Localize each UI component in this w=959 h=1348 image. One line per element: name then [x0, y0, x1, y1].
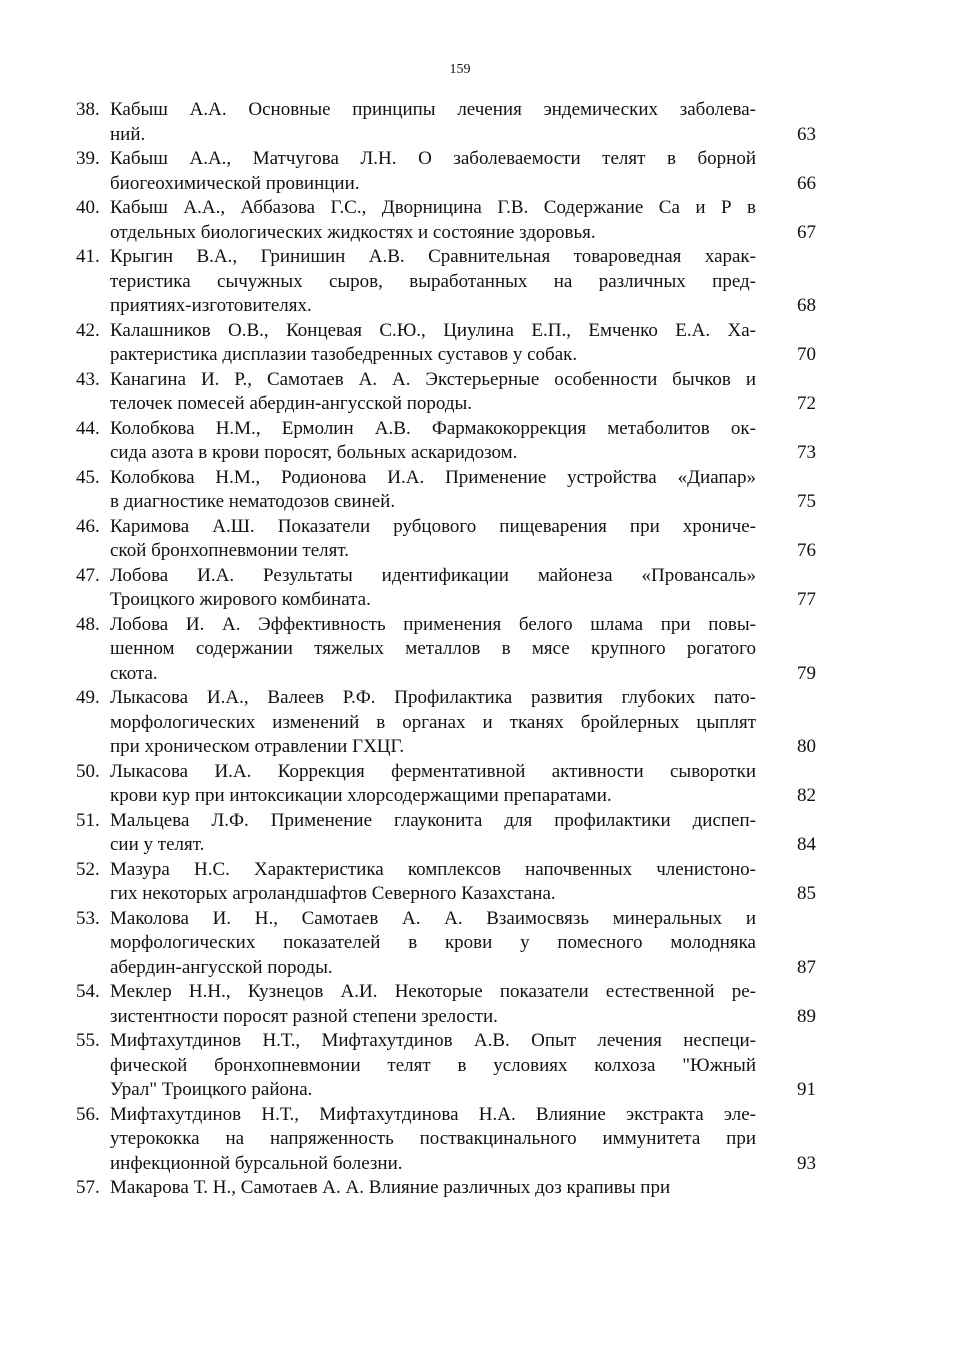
toc-entry — [76, 147, 816, 196]
entry-indent — [76, 711, 110, 736]
toc-entry-line — [76, 392, 816, 417]
entry-indent — [76, 490, 110, 515]
entry-text: Кабыш А.А., Аббазова Г.С., Дворницина Г.В. Содержание Са и Р в — [110, 197, 756, 218]
toc-entry — [76, 907, 816, 981]
entry-text: в диагностике нематодозов свиней. — [110, 491, 396, 512]
table-of-contents — [76, 98, 816, 1201]
entry-text: инфекционной бурсальной болезни. — [110, 1152, 403, 1174]
toc-entry-line — [76, 760, 816, 785]
toc-entry-line — [76, 539, 816, 564]
toc-entry-line — [76, 1176, 816, 1201]
entry-indent — [76, 539, 110, 564]
toc-entry-line — [76, 319, 816, 344]
entry-indent — [76, 1054, 110, 1079]
entry-number: 50. — [76, 760, 100, 782]
entry-number: 43. — [76, 368, 100, 390]
toc-entry-line — [76, 858, 816, 883]
entry-text: Мифтахутдинов Н.Т., Мифтахутдинова Н.А. Влияние экстракта элe- — [110, 1103, 756, 1125]
toc-entry — [76, 1103, 816, 1177]
entry-number: 39. — [76, 148, 100, 169]
entry-text: теристика сычужных сыров, выработанных на различных пред- — [110, 270, 756, 292]
toc-entry-line — [76, 515, 816, 540]
entry-indent — [76, 956, 110, 981]
toc-entry-line — [76, 882, 816, 907]
entry-page-number: 70 — [797, 344, 816, 365]
entry-indent — [76, 833, 110, 858]
entry-indent — [76, 588, 110, 613]
toc-entry-line — [76, 245, 816, 270]
entry-text: рактеристика дисплазии тазобедренных суставов у собак. — [110, 344, 578, 365]
toc-entry-line — [76, 907, 816, 932]
toc-entry-line — [76, 147, 816, 172]
entry-text: утерококка на напряженность поствакцинального иммунитета при — [110, 1128, 756, 1149]
toc-entry-line — [76, 441, 816, 466]
toc-entry — [76, 686, 816, 760]
entry-page-number: 72 — [797, 393, 816, 414]
toc-entry-line — [76, 368, 816, 393]
entry-number: 54. — [76, 981, 100, 1002]
entry-indent — [76, 172, 110, 197]
entry-number: 53. — [76, 907, 100, 929]
entry-indent — [76, 392, 110, 417]
entry-page-number: 91 — [797, 1079, 816, 1100]
entry-text: Канагина И. Р., Самотаев А. А. Экстерьерные особенности бычков и — [110, 368, 756, 390]
toc-entry-line — [76, 1152, 816, 1177]
entry-text: Лобова И. А. Эффективность применения белого шлама при повы- — [110, 613, 756, 635]
toc-entry-line — [76, 662, 816, 687]
entry-page-number: 80 — [797, 736, 816, 757]
toc-entry — [76, 466, 816, 515]
entry-text: отдельных биологических жидкостях и состояние здоровья. — [110, 221, 596, 243]
toc-entry — [76, 613, 816, 687]
entry-text: сии у телят. — [110, 834, 205, 855]
entry-text: биогеохимической провинции. — [110, 172, 360, 194]
toc-entry-line — [76, 1005, 816, 1030]
entry-text: телочек помесей абердин-ангусской породы. — [110, 393, 473, 414]
toc-entry-line — [76, 1029, 816, 1054]
entry-text: ской бронхопневмонии телят. — [110, 540, 350, 561]
entry-text: Лыкасова И.А. Коррекция ферментативной активности сыворотки — [110, 760, 756, 782]
entry-text: ний. — [110, 123, 146, 145]
toc-entry — [76, 858, 816, 907]
toc-entry — [76, 245, 816, 319]
entry-indent — [76, 662, 110, 687]
toc-entry — [76, 809, 816, 858]
toc-entry-line — [76, 613, 816, 638]
entry-text: скота. — [110, 662, 158, 684]
toc-entry — [76, 1029, 816, 1103]
entry-text: Маколова И. Н., Самотаев А. А. Взаимосвязь минеральных и — [110, 907, 756, 929]
entry-text: абердин-ангусской породы. — [110, 956, 333, 978]
entry-text: крови кур при интоксикации хлорсодержащими препаратами. — [110, 785, 612, 806]
entry-text: Лобова И.А. Результаты идентификации майонеза «Провансаль» — [110, 564, 756, 586]
entry-page-number: 73 — [797, 442, 816, 463]
entry-indent — [76, 1127, 110, 1152]
entry-text: Мифтахутдинов Н.Т., Мифтахутдинов А.В. Опыт лечения неспеци- — [110, 1030, 756, 1051]
entry-indent — [76, 270, 110, 295]
entry-text: гих некоторых агроландшафтов Северного Казахстана. — [110, 883, 556, 904]
entry-text: Мазура Н.С. Характеристика комплексов напочвенных членистоно- — [110, 858, 756, 880]
entry-number: 57. — [76, 1177, 100, 1198]
toc-entry — [76, 564, 816, 613]
toc-entry-line — [76, 956, 816, 981]
entry-indent — [76, 784, 110, 809]
toc-entry-line — [76, 172, 816, 197]
entry-text: зистентности поросят разной степени зрелости. — [110, 1005, 498, 1027]
entry-indent — [76, 294, 110, 319]
toc-entry — [76, 417, 816, 466]
entry-number: 51. — [76, 809, 100, 831]
toc-entry-line — [76, 1127, 816, 1152]
entry-indent — [76, 1078, 110, 1103]
entry-page-number: 84 — [797, 834, 816, 855]
entry-page-number: 85 — [797, 883, 816, 904]
entry-indent — [76, 1005, 110, 1030]
toc-entry — [76, 319, 816, 368]
entry-page-number: 87 — [797, 956, 816, 978]
entry-page-number: 93 — [797, 1152, 816, 1174]
entry-text: шенном содержании тяжелых металлов в мясе крупного рогатого — [110, 638, 756, 659]
entry-indent — [76, 637, 110, 662]
toc-entry-line — [76, 490, 816, 515]
entry-page-number: 76 — [797, 540, 816, 561]
toc-entry-line — [76, 123, 816, 148]
toc-entry-line — [76, 294, 816, 319]
entry-text: морфологических показателей в крови у помесного молодняка — [110, 932, 756, 953]
toc-entry — [76, 368, 816, 417]
entry-text: Кабыш А.А., Матчугова Л.Н. О заболеваемости телят в борной — [110, 148, 756, 169]
entry-page-number: 89 — [797, 1005, 816, 1027]
toc-entry-line — [76, 98, 816, 123]
entry-page-number: 75 — [797, 491, 816, 512]
entry-indent — [76, 882, 110, 907]
entry-page-number: 66 — [797, 172, 816, 194]
entry-indent — [76, 1152, 110, 1177]
entry-number: 56. — [76, 1103, 100, 1125]
entry-text: Колобкова Н.М., Родионова И.А. Применение устройства «Диапар» — [110, 466, 756, 488]
entry-page-number: 63 — [797, 123, 816, 145]
entry-number: 41. — [76, 246, 100, 267]
toc-entry-line — [76, 637, 816, 662]
entry-text: Меклер Н.Н., Кузнецов А.И. Некоторые показатели естественной ре- — [110, 981, 756, 1002]
toc-entry-line — [76, 588, 816, 613]
toc-entry-line — [76, 784, 816, 809]
entry-indent — [76, 735, 110, 760]
entry-text: Троицкого жирового комбината. — [110, 589, 371, 610]
toc-entry-line — [76, 931, 816, 956]
entry-page-number: 68 — [797, 295, 816, 316]
entry-number: 49. — [76, 687, 100, 708]
toc-entry-line — [76, 980, 816, 1005]
entry-page-number: 82 — [797, 785, 816, 806]
toc-entry-line — [76, 735, 816, 760]
entry-text: Колобкова Н.М., Ермолин А.В. Фармакокоррекция метаболитов ок- — [110, 417, 756, 439]
entry-number: 52. — [76, 858, 100, 880]
entry-number: 38. — [76, 99, 100, 120]
toc-entry-line — [76, 417, 816, 442]
entry-page-number: 79 — [797, 662, 816, 684]
entry-number: 48. — [76, 613, 100, 635]
toc-entry-line — [76, 711, 816, 736]
entry-page-number: 77 — [797, 589, 816, 610]
entry-number: 45. — [76, 466, 100, 488]
entry-text: Урал" Троицкого района. — [110, 1079, 313, 1100]
toc-entry — [76, 1176, 816, 1201]
toc-entry-line — [76, 686, 816, 711]
entry-text: Кабыш А.А. Основные принципы лечения эндемических заболева- — [110, 99, 756, 120]
toc-entry-line — [76, 343, 816, 368]
entry-number: 42. — [76, 319, 100, 341]
entry-text: сида азота в крови поросят, больных аскаридозом. — [110, 442, 518, 463]
entry-page-number: 67 — [797, 221, 816, 243]
entry-number: 47. — [76, 564, 100, 586]
toc-entry-line — [76, 1054, 816, 1079]
entry-text: Калашников О.В., Концевая С.Ю., Циулина Е.П., Емченко Е.А. Ха- — [110, 319, 756, 341]
entry-text: Макарова Т. Н., Самотаев А. А. Влияние различных доз крапивы при — [110, 1177, 671, 1198]
entry-number: 46. — [76, 515, 100, 537]
page-number: 159 — [449, 62, 471, 77]
entry-text: Мальцева Л.Ф. Применение глауконита для профилактики диспеп- — [110, 809, 756, 831]
entry-number: 44. — [76, 417, 100, 439]
entry-text: фической бронхопневмонии телят в условиях колхоза "Южный — [110, 1054, 756, 1076]
toc-entry — [76, 760, 816, 809]
toc-entry-line — [76, 270, 816, 295]
toc-entry-line — [76, 833, 816, 858]
entry-text: Крыгин В.А., Гринишин А.В. Сравнительная товароведная харак- — [110, 246, 756, 267]
toc-entry — [76, 196, 816, 245]
toc-entry-line — [76, 1078, 816, 1103]
toc-entry-line — [76, 1103, 816, 1128]
entry-text: морфологических изменений в органах и тканях бройлерных цыплят — [110, 711, 756, 733]
toc-entry-line — [76, 809, 816, 834]
toc-entry-line — [76, 196, 816, 221]
entry-text: при хроническом отравлении ГХЦГ. — [110, 736, 405, 757]
toc-entry — [76, 980, 816, 1029]
toc-entry — [76, 515, 816, 564]
toc-entry-line — [76, 221, 816, 246]
entry-indent — [76, 221, 110, 246]
entry-indent — [76, 931, 110, 956]
entry-text: Лыкасова И.А., Валеев Р.Ф. Профилактика развития глубоких пато- — [110, 687, 756, 708]
toc-entry-line — [76, 564, 816, 589]
toc-entry-line — [76, 466, 816, 491]
toc-entry — [76, 98, 816, 147]
entry-text: приятиях-изготовителях. — [110, 295, 312, 316]
entry-number: 40. — [76, 197, 100, 218]
entry-indent — [76, 343, 110, 368]
entry-text: Каримова А.Ш. Показатели рубцового пищеварения при хрониче- — [110, 515, 756, 537]
entry-indent — [76, 123, 110, 148]
entry-number: 55. — [76, 1030, 100, 1051]
entry-indent — [76, 441, 110, 466]
